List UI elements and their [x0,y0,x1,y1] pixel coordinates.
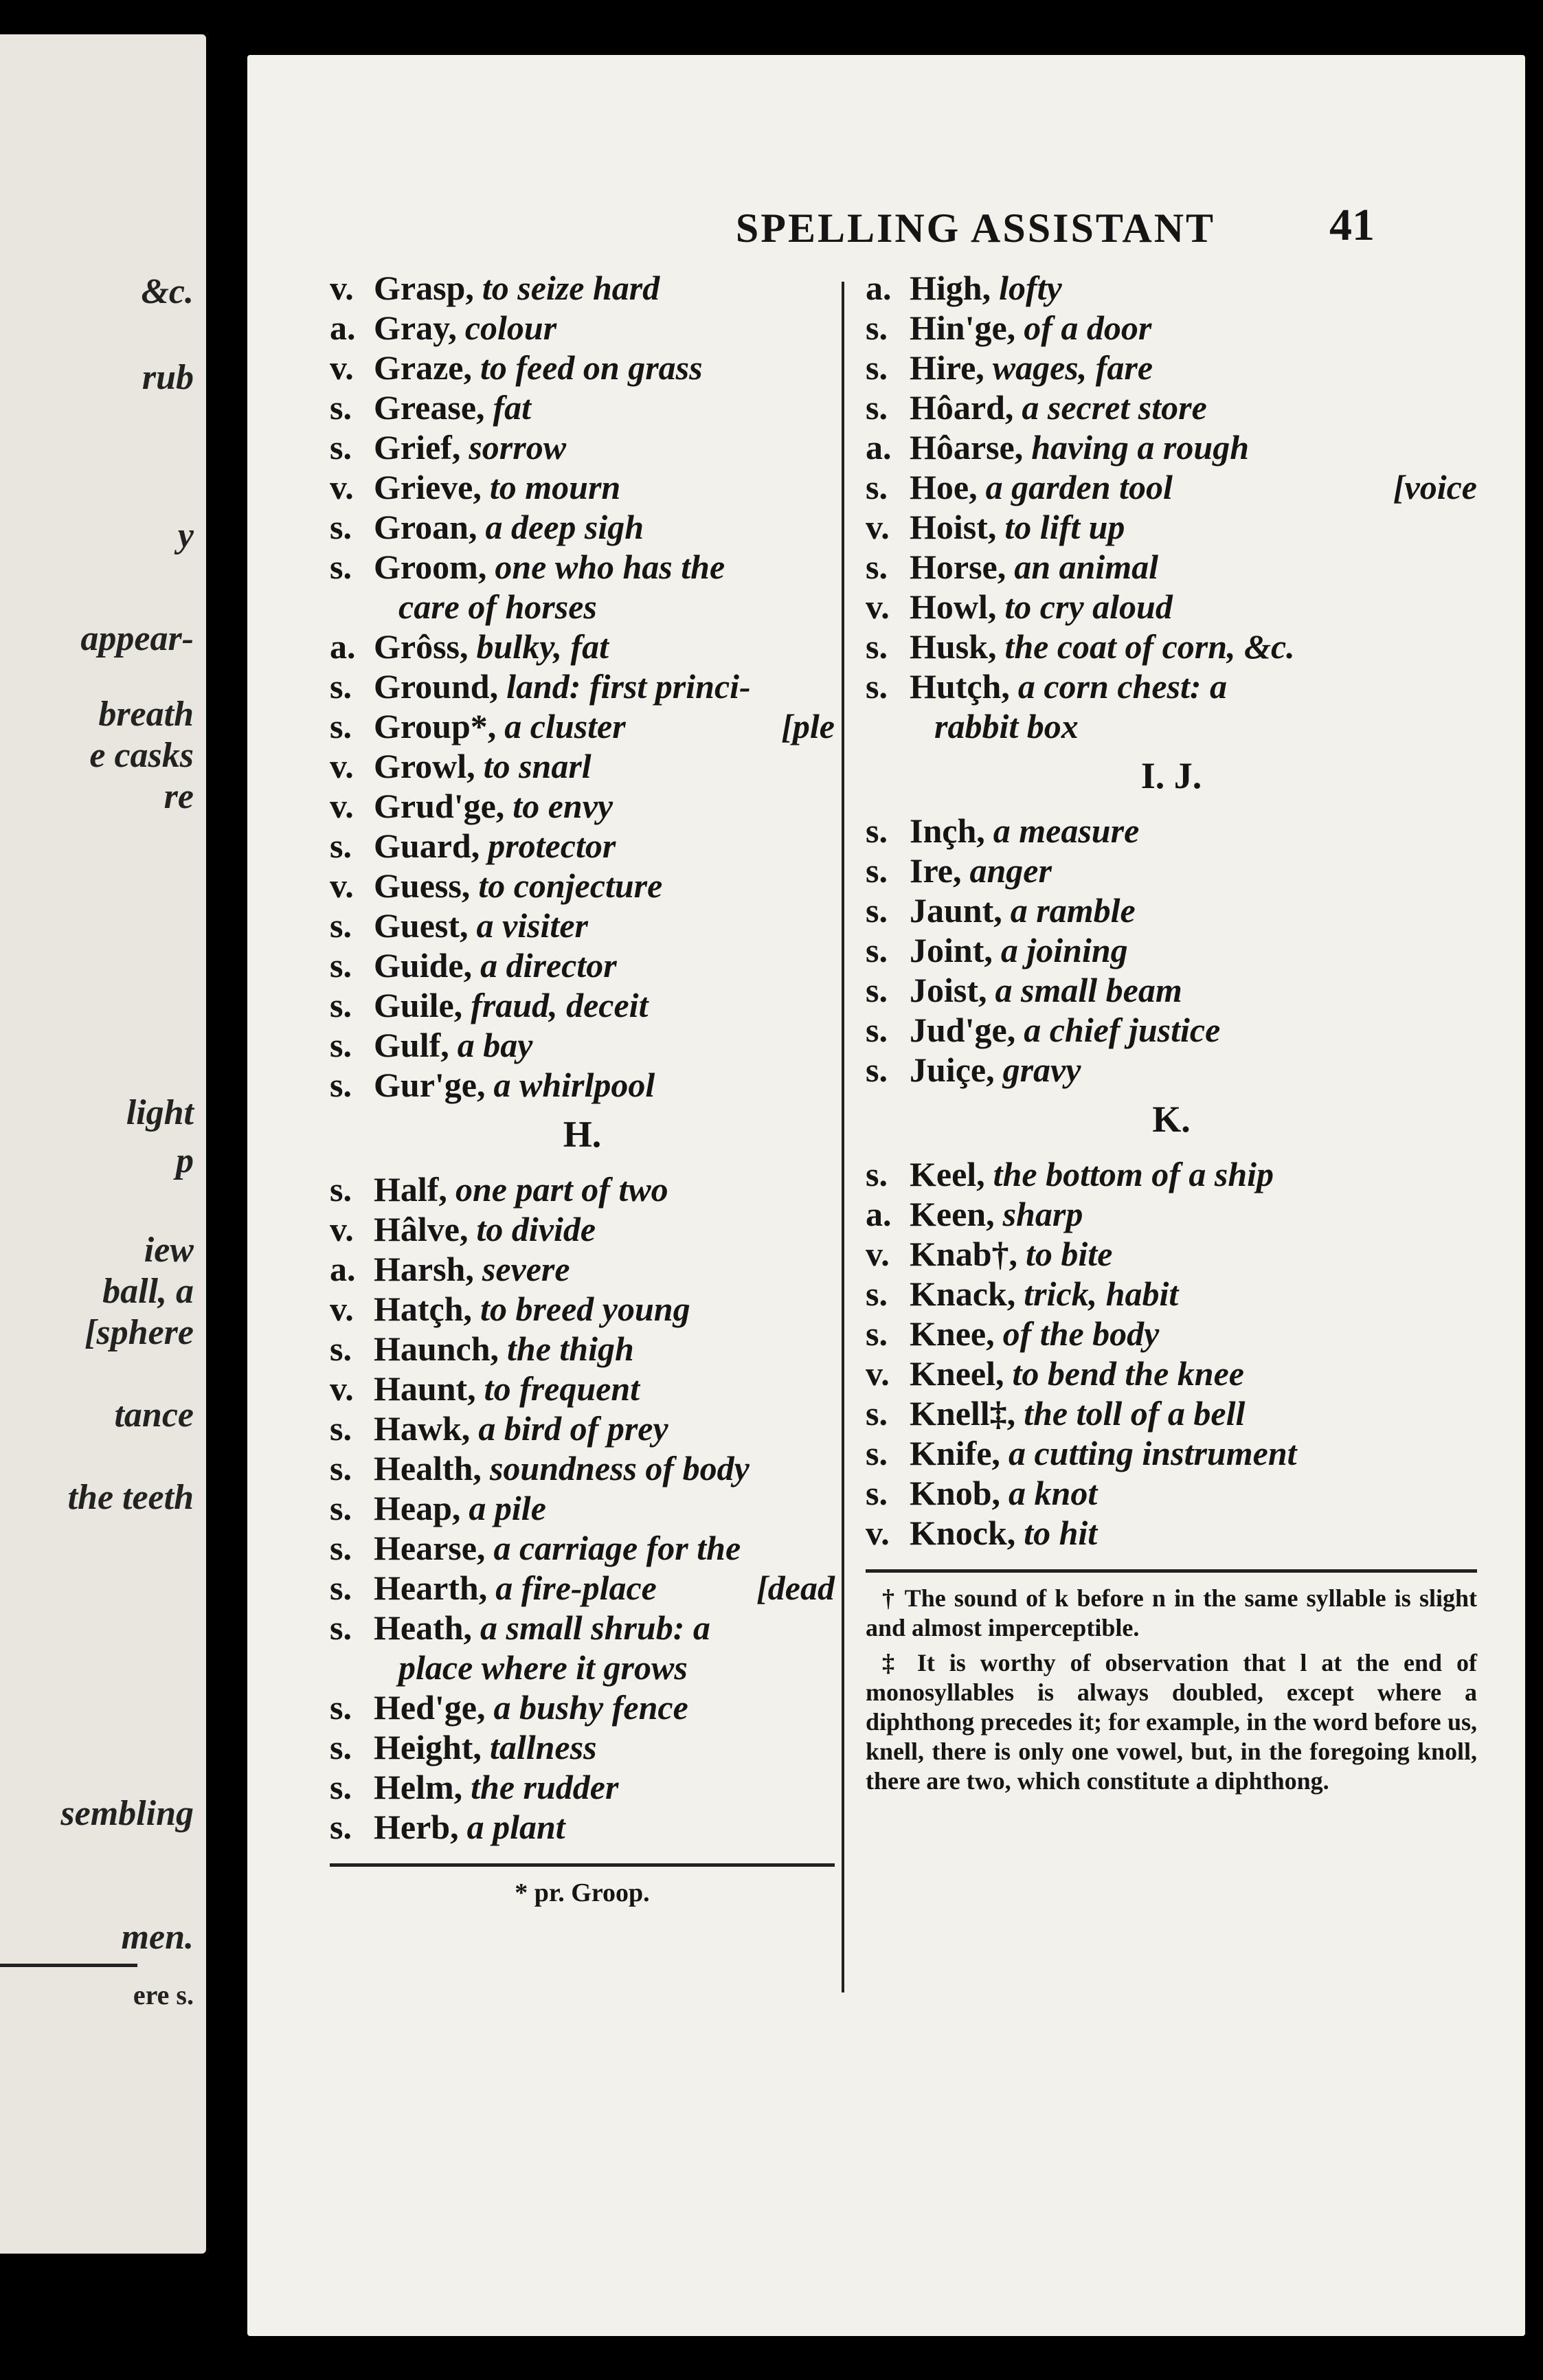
part-of-speech: s. [330,906,352,945]
definition: one who has the [495,548,725,586]
dictionary-entry [866,666,1477,706]
headword: Guide, [374,946,473,985]
headword: Grôss, [374,627,469,666]
definition: a knot [1009,1474,1098,1512]
definition: to feed on grass [480,348,703,387]
part-of-speech: v. [330,787,354,825]
dictionary-entry [866,427,1477,467]
part-of-speech: s. [330,548,352,586]
definition: to envy [513,787,613,825]
dictionary-entry [866,1354,1477,1393]
part-of-speech: s. [330,1608,352,1647]
dictionary-entry [866,1194,1477,1234]
headword: Husk, [910,627,997,666]
definition: tallness [489,1728,597,1766]
fragment: tance [114,1395,194,1435]
headword: Hâlve, [374,1210,469,1248]
dictionary-entry [330,1528,835,1568]
part-of-speech: v. [330,1290,354,1328]
definition: one part of two [455,1170,668,1209]
part-of-speech: s. [330,1768,352,1806]
dictionary-entry [866,1393,1477,1433]
dictionary-entry [866,547,1477,587]
footnote-dagger: † The sound of k before n in the same syllable is slight and almost imperceptible. [866,1584,1477,1641]
headword: Harsh, [374,1250,474,1288]
headword: Hoe, [910,468,978,506]
headword: Graze, [374,348,472,387]
definition: sharp [1002,1195,1083,1233]
headword: Height, [374,1728,482,1766]
definition: to cry aloud [1004,587,1173,626]
part-of-speech: v. [866,508,890,546]
definition: a bushy fence [493,1688,688,1727]
definition: of a door [1024,308,1152,347]
part-of-speech: s. [330,986,352,1024]
part-of-speech: s. [866,1155,888,1193]
fragment: [sphere [85,1313,194,1352]
entry-list [330,268,835,1105]
part-of-speech: s. [330,1529,352,1567]
definition: land: first princi- [506,667,751,706]
definition: severe [482,1250,570,1288]
headword: Gray, [374,308,457,347]
definition: to seize hard [482,269,660,307]
dictionary-entry [330,427,835,467]
headword: Knife, [910,1434,1000,1472]
headword: Guard, [374,827,480,865]
headword: Kneel, [910,1354,1004,1393]
dictionary-entry [330,308,835,348]
dictionary-entry [330,1169,835,1209]
headword: Hawk, [374,1409,471,1448]
definition: a secret store [1022,388,1207,427]
part-of-speech: s. [866,1394,888,1433]
definition: to snarl [483,747,592,785]
part-of-speech: s. [866,1275,888,1313]
headword: Keen, [910,1195,995,1233]
definition: a director [480,946,617,985]
part-of-speech: s. [330,388,352,427]
section-heading-ij: I. J. [1140,755,1202,796]
headword: Hin'ge, [910,308,1016,347]
dictionary-entry [866,1234,1477,1274]
definition: to breed young [480,1290,690,1328]
definition-continuation: rabbit box [934,707,1079,745]
dictionary-entry [866,1010,1477,1050]
dictionary-entry [866,507,1477,547]
turnover-fragment: [voice [1393,468,1477,506]
part-of-speech: s. [866,627,888,666]
part-of-speech: s. [330,1329,352,1368]
section-heading-k: K. [1152,1099,1191,1140]
dictionary-entry [330,1687,835,1727]
definition: a whirlpool [493,1066,655,1104]
fragment: p [176,1141,194,1180]
part-of-speech: s. [866,971,888,1009]
headword: Hearth, [374,1569,488,1607]
headword: Guile, [374,986,463,1024]
headword: Knab†, [910,1235,1018,1273]
definition: to lift up [1004,508,1125,546]
fragment: &c. [141,272,194,311]
dictionary-entry [330,1065,835,1105]
definition: to hit [1024,1514,1098,1552]
definition: the coat of corn, &c. [1004,627,1295,666]
headword: Jud'ge, [910,1011,1016,1049]
headword: Knack, [910,1275,1016,1313]
definition: lofty [999,269,1062,307]
definition: a ramble [1010,891,1136,930]
headword: Heath, [374,1608,473,1647]
dictionary-entry [330,1727,835,1767]
fragment: e casks [89,736,194,775]
headword: Hôard, [910,388,1014,427]
definition: a small beam [995,971,1182,1009]
fragment: sembling [60,1794,194,1833]
headword: Ire, [910,851,962,890]
headword: Groan, [374,508,477,546]
fragment: re [164,777,194,816]
fragment: ball, a [102,1272,194,1311]
part-of-speech: s. [866,1051,888,1089]
right-column [866,268,1477,1801]
part-of-speech: v. [866,587,890,626]
definition: a carriage for the [493,1529,741,1567]
headword: Helm, [374,1768,463,1806]
footnote-double-dagger: ‡ It is worthy of observation that l at the end of monosyllables is always doubled, except where a diphthong precedes it; for example, in the word before us, knell, there is only one vowel, but, in the foregoing knoll, there are two, which constitute a diphthong. [866,1649,1477,1795]
definition-continuation: care of horses [398,587,597,626]
part-of-speech: a. [866,1195,892,1233]
turnover-fragment: [ple [781,707,835,745]
definition: bulky, fat [476,627,609,666]
headword: Heap, [374,1489,461,1527]
part-of-speech: s. [866,1011,888,1049]
headword: Grasp, [374,269,474,307]
definition: a small shrub: a [480,1608,710,1647]
definition: a pile [469,1489,546,1527]
part-of-speech: s. [330,1066,352,1104]
dictionary-entry [330,1369,835,1408]
definition: the toll of a bell [1024,1394,1246,1433]
dictionary-entry [866,930,1477,970]
definition: a joining [1000,931,1128,969]
part-of-speech: s. [330,508,352,546]
dictionary-entry [866,348,1477,388]
headword: Ground, [374,667,499,706]
fragment-rule [0,1964,137,1967]
fragment: appear- [80,619,194,658]
headword: Growl, [374,747,475,785]
dictionary-entry [330,1408,835,1448]
dictionary-entry [330,1329,835,1369]
part-of-speech: s. [330,1170,352,1209]
dictionary-entry [866,1314,1477,1354]
dictionary-entry [866,627,1477,666]
footnote-rule [330,1863,835,1867]
part-of-speech: s. [330,707,352,745]
dictionary-entry [866,1433,1477,1473]
definition: to divide [476,1210,596,1248]
definition: a bay [457,1026,533,1064]
dictionary-entry [330,1289,835,1329]
dictionary-entry [866,268,1477,308]
dictionary-entry [866,587,1477,627]
headword: Knock, [910,1514,1016,1552]
fragment: men. [121,1918,194,1957]
definition: a measure [993,811,1140,850]
fragment: y [177,516,194,555]
part-of-speech: s. [866,1434,888,1472]
dictionary-entry [330,388,835,427]
headword: Hire, [910,348,984,387]
part-of-speech: s. [866,851,888,890]
part-of-speech: s. [866,1474,888,1512]
footnotes [866,1584,1477,1796]
dictionary-entry [330,507,835,547]
headword: Inçh, [910,811,985,850]
definition: an animal [1014,548,1159,586]
definition: the rudder [471,1768,619,1806]
dictionary-entry [330,945,835,985]
definition: anger [969,851,1052,890]
headword: Guess, [374,866,471,905]
headword: Group*, [374,707,497,745]
dictionary-entry [330,985,835,1025]
definition: the bottom of a ship [993,1155,1274,1193]
headword: Gulf, [374,1026,449,1064]
part-of-speech: s. [866,1314,888,1353]
headword: Knob, [910,1474,1001,1512]
headword: High, [910,269,991,307]
part-of-speech: s. [866,388,888,427]
part-of-speech: v. [866,1235,890,1273]
dictionary-entry [866,970,1477,1010]
definition: to bend the knee [1012,1354,1244,1393]
headword: Joint, [910,931,993,969]
fragment: ere s. [133,1979,194,2010]
headword: Horse, [910,548,1006,586]
fragment: the teeth [67,1478,194,1517]
headword: Grief, [374,428,461,467]
headword: Grud'ge, [374,787,505,825]
definition: a cutting instrument [1008,1434,1297,1472]
left-column [330,268,835,1908]
headword: Howl, [910,587,997,626]
dictionary-entry [330,1249,835,1289]
part-of-speech: v. [866,1514,890,1552]
definition-continuation: place where it grows [398,1648,688,1687]
part-of-speech: v. [330,747,354,785]
definition: the thigh [507,1329,634,1368]
headword: Hatçh, [374,1290,473,1328]
part-of-speech: s. [866,667,888,706]
part-of-speech: s. [866,811,888,850]
part-of-speech: s. [330,1569,352,1607]
entry-list [866,1154,1477,1553]
dictionary-entry [330,1608,835,1648]
part-of-speech: s. [330,428,352,467]
part-of-speech: v. [330,269,354,307]
headword: Juiçe, [910,1051,995,1089]
part-of-speech: v. [330,468,354,506]
dictionary-entry [330,627,835,666]
part-of-speech: v. [330,866,354,905]
part-of-speech: a. [330,308,356,347]
definition: protector [488,827,616,865]
definition: trick, habit [1024,1275,1179,1313]
dictionary-entry [330,268,835,308]
dictionary-entry [866,1473,1477,1513]
definition: to bite [1026,1235,1113,1273]
part-of-speech: s. [330,1808,352,1846]
fragment: light [126,1093,194,1132]
definition: to frequent [484,1369,640,1408]
footnote: * pr. Groop. [515,1878,650,1907]
headword: Guest, [374,906,469,945]
dictionary-entry [330,666,835,706]
book-page [247,55,1525,2336]
dictionary-entry [330,786,835,826]
headword: Haunch, [374,1329,499,1368]
definition: gravy [1002,1051,1081,1089]
part-of-speech: s. [866,548,888,586]
definition: a garden tool [985,468,1173,506]
dictionary-entry [330,1767,835,1807]
headword: Hed'ge, [374,1688,486,1727]
dictionary-entry [330,547,835,587]
headword: Hearse, [374,1529,486,1567]
entry-list [866,268,1477,746]
running-head: SPELLING ASSISTANT [735,205,1216,251]
definition: colour [464,308,557,347]
headword: Knell‡, [910,1394,1016,1433]
dictionary-entry [330,1025,835,1065]
definition: soundness of body [489,1449,750,1488]
definition: fraud, deceit [471,986,649,1024]
part-of-speech: s. [330,827,352,865]
headword: Health, [374,1449,482,1488]
entry-list [866,811,1477,1090]
headword: Herb, [374,1808,459,1846]
part-of-speech: s. [330,1409,352,1448]
part-of-speech: v. [866,1354,890,1393]
definition: a fire-place [495,1569,657,1607]
headword: Joist, [910,971,987,1009]
part-of-speech: a. [866,428,892,467]
headword: Hutçh, [910,667,1010,706]
part-of-speech: s. [866,891,888,930]
part-of-speech: s. [330,1489,352,1527]
headword: Jaunt, [910,891,1002,930]
headword: Grieve, [374,468,482,506]
headword: Keel, [910,1155,985,1193]
definition: to conjecture [478,866,663,905]
part-of-speech: s. [330,667,352,706]
part-of-speech: a. [330,627,356,666]
footnote-rule [866,1569,1477,1573]
part-of-speech: s. [330,1728,352,1766]
dictionary-entry [330,826,835,866]
definition: fat [493,388,532,427]
headword: Gur'ge, [374,1066,486,1104]
entry-list [330,1169,835,1847]
dictionary-entry [330,906,835,945]
dictionary-entry [330,1209,835,1249]
definition: a corn chest: a [1017,667,1228,706]
dictionary-entry [330,866,835,906]
dictionary-entry [866,890,1477,930]
dictionary-entry [866,1513,1477,1553]
dictionary-entry [330,1807,835,1847]
part-of-speech: s. [330,946,352,985]
part-of-speech: s. [866,468,888,506]
turnover-fragment: [dead [756,1569,835,1607]
part-of-speech: v. [330,348,354,387]
part-of-speech: s. [330,1688,352,1727]
definition: a deep sigh [485,508,644,546]
page-number: 41 [1329,200,1375,250]
definition: wages, fare [992,348,1153,387]
dictionary-entry [866,308,1477,348]
headword: Grease, [374,388,485,427]
facing-page-fragment [0,34,206,2254]
part-of-speech: s. [330,1449,352,1488]
definition: having a rough [1031,428,1250,467]
definition: a visiter [476,906,588,945]
headword: Knee, [910,1314,995,1353]
definition: sorrow [469,428,567,467]
part-of-speech: s. [330,1026,352,1064]
dictionary-entry [866,388,1477,427]
headword: Hôarse, [910,428,1024,467]
headword: Half, [374,1170,447,1209]
column-divider [842,282,844,1992]
part-of-speech: v. [330,1210,354,1248]
part-of-speech: v. [330,1369,354,1408]
dictionary-entry [866,811,1477,851]
headword: Haunt, [374,1369,476,1408]
part-of-speech: s. [866,931,888,969]
dictionary-entry [330,348,835,388]
part-of-speech: s. [866,308,888,347]
definition: a plant [466,1808,565,1846]
dictionary-entry [866,851,1477,890]
fragment: breath [98,695,194,734]
dictionary-entry [330,746,835,786]
definition: to mourn [489,468,621,506]
part-of-speech: s. [866,348,888,387]
dictionary-entry [866,1154,1477,1194]
definition: a cluster [504,707,626,745]
dictionary-entry [330,1448,835,1488]
dictionary-entry [866,1050,1477,1090]
definition: a chief justice [1024,1011,1221,1049]
fragment: rub [142,358,194,397]
part-of-speech: a. [330,1250,356,1288]
part-of-speech: a. [866,269,892,307]
fragment: iew [144,1231,194,1270]
dictionary-entry [866,1274,1477,1314]
dictionary-entry [330,1488,835,1528]
definition: a bird of prey [478,1409,668,1448]
section-heading-h: H. [563,1114,602,1155]
dictionary-entry [330,467,835,507]
headword: Groom, [374,548,487,586]
headword: Hoist, [910,508,997,546]
definition: of the body [1002,1314,1160,1353]
